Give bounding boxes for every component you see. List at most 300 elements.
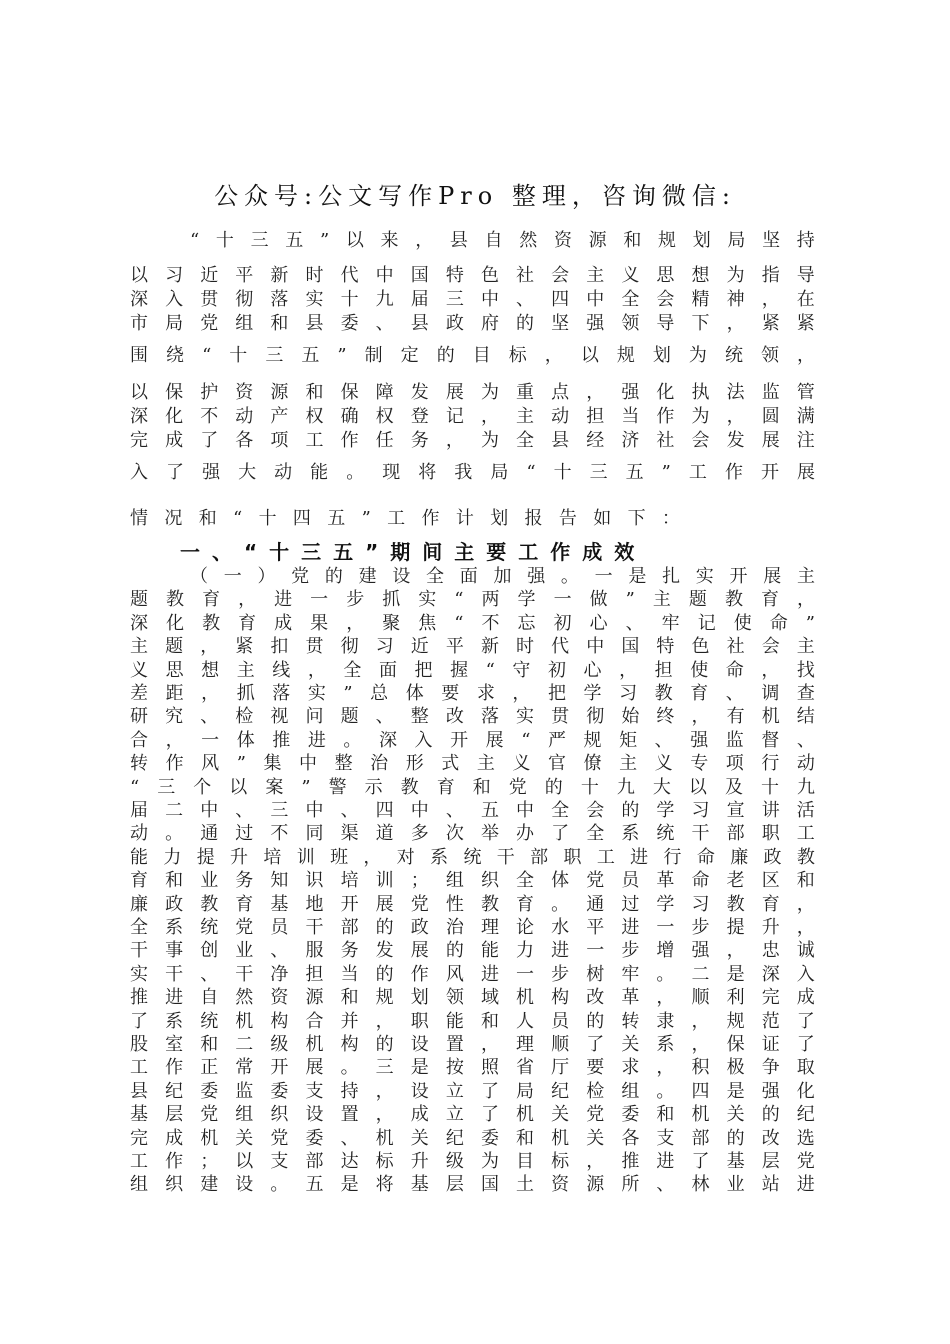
glyph: 党 xyxy=(796,1151,815,1172)
glyph: 二 xyxy=(165,800,184,821)
glyph: 结 xyxy=(796,706,815,727)
glyph: 的 xyxy=(516,313,535,334)
glyph: 如 xyxy=(593,508,612,529)
glyph: 实 xyxy=(130,964,148,985)
glyph: ， xyxy=(165,730,184,751)
glyph: 十 xyxy=(580,777,599,798)
glyph: 贯 xyxy=(200,289,219,310)
glyph: ， xyxy=(726,313,745,334)
glyph: 命 xyxy=(769,613,788,634)
body-line xyxy=(130,704,815,730)
glyph: 围 xyxy=(130,345,148,366)
glyph: ， xyxy=(586,382,605,403)
glyph: 部 xyxy=(530,847,549,868)
glyph: 下 xyxy=(691,313,710,334)
glyph: 一 xyxy=(553,589,572,610)
glyph: ， xyxy=(656,987,675,1008)
glyph: 组 xyxy=(130,1174,148,1195)
glyph: 各 xyxy=(621,1128,640,1149)
glyph: 中 xyxy=(305,800,324,821)
glyph: 的 xyxy=(375,917,394,938)
glyph: ， xyxy=(797,589,815,610)
glyph: 十 xyxy=(258,508,277,529)
glyph: 育 xyxy=(238,613,257,634)
glyph: 教 xyxy=(400,777,419,798)
glyph: 以 xyxy=(235,1151,254,1172)
glyph: ， xyxy=(761,289,780,310)
glyph: 面 xyxy=(378,660,397,681)
glyph: 标 xyxy=(551,1151,570,1172)
glyph: 检 xyxy=(235,706,254,727)
glyph: 义 xyxy=(130,660,148,681)
glyph: 紧 xyxy=(761,313,780,334)
glyph: 以 xyxy=(580,345,599,366)
glyph: 查 xyxy=(796,683,815,704)
glyph: “ xyxy=(130,777,140,798)
glyph: 转 xyxy=(130,753,148,774)
glyph: 四 xyxy=(292,508,311,529)
glyph: 育 xyxy=(202,589,221,610)
glyph: 我 xyxy=(454,462,473,483)
glyph: 推 xyxy=(272,730,291,751)
glyph: 五 xyxy=(480,800,499,821)
glyph: 形 xyxy=(405,753,424,774)
glyph: 提 xyxy=(726,917,745,938)
glyph: 求 xyxy=(621,1057,640,1078)
glyph: 的 xyxy=(621,800,640,821)
glyph: 一 xyxy=(656,917,675,938)
glyph: 社 xyxy=(726,636,745,657)
glyph: 式 xyxy=(441,753,460,774)
glyph: 距 xyxy=(165,683,184,704)
glyph: 坚 xyxy=(762,230,781,251)
glyph: ， xyxy=(201,683,220,704)
glyph: 。 xyxy=(270,1174,289,1195)
glyph: 扣 xyxy=(270,636,289,657)
glyph: 专 xyxy=(690,753,709,774)
glyph: 范 xyxy=(761,1011,780,1032)
glyph: 抓 xyxy=(382,589,401,610)
glyph: 了 xyxy=(586,1034,605,1055)
glyph: 机 xyxy=(200,1128,219,1149)
glyph: ， xyxy=(480,1034,499,1055)
glyph: 执 xyxy=(691,382,710,403)
intro-line xyxy=(130,506,680,532)
intro-line xyxy=(130,460,815,486)
glyph: 中 xyxy=(480,289,499,310)
glyph: 十 xyxy=(553,462,572,483)
glyph: 构 xyxy=(551,987,570,1008)
glyph: 十 xyxy=(760,777,779,798)
glyph: 规 xyxy=(658,230,677,251)
glyph: ” xyxy=(343,683,353,704)
glyph: 学 xyxy=(656,894,675,915)
glyph: 警 xyxy=(328,777,347,798)
glyph: 育 xyxy=(516,894,535,915)
glyph: 将 xyxy=(418,462,437,483)
glyph: 设 xyxy=(392,566,411,587)
glyph: 和 xyxy=(200,1034,219,1055)
glyph: ， xyxy=(375,1081,394,1102)
glyph: 记 xyxy=(697,613,716,634)
glyph: 三 xyxy=(157,777,176,798)
glyph: 立 xyxy=(445,1081,464,1102)
glyph: 的 xyxy=(436,345,455,366)
glyph: 社 xyxy=(516,265,535,286)
glyph: 学 xyxy=(517,589,536,610)
glyph: 登 xyxy=(410,406,429,427)
glyph: 任 xyxy=(375,430,394,451)
glyph: 下 xyxy=(627,508,646,529)
glyph: 极 xyxy=(726,1057,745,1078)
glyph: 题 xyxy=(688,589,707,610)
glyph: 关 xyxy=(726,1104,745,1125)
glyph: ， xyxy=(656,1057,675,1078)
glyph: 训 xyxy=(375,870,394,891)
glyph: 作 xyxy=(656,406,675,427)
glyph: 完 xyxy=(761,987,780,1008)
glyph: 了 xyxy=(796,1011,815,1032)
glyph: 的 xyxy=(445,940,464,961)
glyph: 握 xyxy=(450,660,469,681)
glyph: 入 xyxy=(414,730,433,751)
glyph: 社 xyxy=(656,430,675,451)
glyph: 展 xyxy=(375,894,394,915)
body-line xyxy=(130,1102,815,1128)
glyph: 构 xyxy=(270,1011,289,1032)
glyph: 党 xyxy=(200,1104,219,1125)
glyph: 加 xyxy=(493,566,512,587)
glyph: 织 xyxy=(165,1174,184,1195)
glyph: “ xyxy=(485,660,495,681)
glyph: 保 xyxy=(340,382,359,403)
glyph: 有 xyxy=(726,706,745,727)
glyph: 步 xyxy=(691,917,710,938)
glyph: 班 xyxy=(330,847,349,868)
glyph: 、 xyxy=(200,964,219,985)
glyph: 政 xyxy=(165,894,184,915)
glyph: 始 xyxy=(621,706,640,727)
glyph: 革 xyxy=(621,987,640,1008)
glyph: 提 xyxy=(196,847,215,868)
glyph: 保 xyxy=(165,382,184,403)
glyph: 隶 xyxy=(656,1011,675,1032)
glyph: 保 xyxy=(726,1034,745,1055)
glyph: 落 xyxy=(270,289,289,310)
glyph: “ xyxy=(521,730,531,751)
glyph: 规 xyxy=(726,1011,745,1032)
glyph: 织 xyxy=(480,870,499,891)
glyph: 能 xyxy=(310,462,329,483)
glyph: 自 xyxy=(484,230,503,251)
glyph: 问 xyxy=(305,706,324,727)
glyph: ， xyxy=(726,940,745,961)
glyph: 改 xyxy=(445,706,464,727)
glyph: 情 xyxy=(130,508,148,529)
glyph: 建 xyxy=(358,566,377,587)
glyph: 绕 xyxy=(166,345,185,366)
glyph: 员 xyxy=(621,870,640,891)
glyph: 业 xyxy=(200,870,219,891)
glyph: 的 xyxy=(375,964,394,985)
body-line xyxy=(130,587,815,613)
intro-line xyxy=(130,311,815,337)
glyph: 成 xyxy=(796,987,815,1008)
glyph: 代 xyxy=(340,265,359,286)
glyph: 领 xyxy=(621,313,640,334)
glyph: ： xyxy=(661,508,680,529)
glyph: 员 xyxy=(270,917,289,938)
glyph: 教 xyxy=(200,894,219,915)
glyph: 级 xyxy=(270,1034,289,1055)
glyph: 要 xyxy=(441,683,460,704)
glyph: 同 xyxy=(305,823,324,844)
glyph: 实 xyxy=(516,706,535,727)
glyph: 照 xyxy=(480,1057,499,1078)
glyph: 担 xyxy=(305,964,324,985)
glyph: ” xyxy=(805,613,815,634)
glyph: 纪 xyxy=(165,1081,184,1102)
glyph: 为 xyxy=(480,430,499,451)
glyph: 纪 xyxy=(445,1128,464,1149)
glyph: 十 xyxy=(215,230,234,251)
glyph: 点 xyxy=(551,382,570,403)
glyph: 划 xyxy=(490,508,509,529)
glyph: 革 xyxy=(656,870,675,891)
glyph: 全 xyxy=(426,566,445,587)
glyph: 主 xyxy=(652,589,671,610)
glyph: 实 xyxy=(695,566,714,587)
glyph: 党 xyxy=(200,313,219,334)
glyph: 将 xyxy=(375,1174,394,1195)
glyph: 忘 xyxy=(517,613,536,634)
glyph: 题 xyxy=(165,636,184,657)
body-line xyxy=(130,751,815,777)
glyph: 部 xyxy=(726,823,745,844)
glyph: 标 xyxy=(508,345,527,366)
glyph: 委 xyxy=(200,1081,219,1102)
glyph: 持 xyxy=(796,230,815,251)
glyph: 渠 xyxy=(340,823,359,844)
glyph: 究 xyxy=(165,706,184,727)
glyph: 成 xyxy=(165,430,184,451)
glyph: 开 xyxy=(760,462,779,483)
glyph: 能 xyxy=(480,940,499,961)
glyph: 增 xyxy=(656,940,675,961)
glyph: 三 xyxy=(589,462,608,483)
glyph: 创 xyxy=(200,940,219,961)
glyph: 九 xyxy=(616,777,635,798)
glyph: 平 xyxy=(586,917,605,938)
glyph: 动 xyxy=(551,406,570,427)
glyph: 一 xyxy=(594,566,613,587)
glyph: 代 xyxy=(551,636,570,657)
glyph: 政 xyxy=(445,313,464,334)
glyph: 展 xyxy=(763,566,782,587)
glyph: 况 xyxy=(164,508,183,529)
glyph: 彻 xyxy=(340,636,359,657)
glyph: ） xyxy=(257,566,276,587)
glyph: 个 xyxy=(193,777,212,798)
glyph: 障 xyxy=(375,382,394,403)
glyph: 强 xyxy=(690,730,709,751)
glyph: 对 xyxy=(396,847,415,868)
glyph: 治 xyxy=(445,917,464,938)
glyph: 以 xyxy=(345,230,364,251)
glyph: 报 xyxy=(524,508,543,529)
glyph: 、 xyxy=(340,1128,359,1149)
intro-line xyxy=(190,228,815,254)
glyph: 两 xyxy=(481,589,500,610)
glyph: 强 xyxy=(202,462,221,483)
glyph: 中 xyxy=(516,800,535,821)
glyph: 三 xyxy=(265,345,284,366)
glyph: ， xyxy=(691,1011,710,1032)
glyph: 中 xyxy=(375,265,394,286)
glyph: 整 xyxy=(334,753,353,774)
glyph: 成 xyxy=(410,1104,429,1125)
glyph: 确 xyxy=(340,406,359,427)
glyph: 强 xyxy=(527,566,546,587)
glyph: 省 xyxy=(516,1057,535,1078)
glyph: 届 xyxy=(410,289,429,310)
glyph: 构 xyxy=(340,1034,359,1055)
glyph: 强 xyxy=(586,313,605,334)
glyph: ， xyxy=(480,406,499,427)
glyph: 机 xyxy=(691,1104,710,1125)
glyph: 展 xyxy=(305,1057,324,1078)
glyph: 合 xyxy=(130,730,148,751)
glyph: 以 xyxy=(130,265,148,286)
glyph: 教 xyxy=(724,589,743,610)
glyph: 监 xyxy=(725,730,744,751)
glyph: 织 xyxy=(270,1104,289,1125)
glyph: 心 xyxy=(583,660,602,681)
glyph: 县 xyxy=(130,1081,148,1102)
glyph: 把 xyxy=(414,660,433,681)
glyph: 置 xyxy=(445,1034,464,1055)
glyph: 九 xyxy=(797,777,815,798)
glyph: 风 xyxy=(445,964,464,985)
glyph: 五 xyxy=(285,230,304,251)
glyph: 并 xyxy=(340,1011,359,1032)
glyph: 平 xyxy=(445,636,464,657)
glyph: 官 xyxy=(547,753,566,774)
glyph: 满 xyxy=(796,406,815,427)
glyph: 干 xyxy=(691,823,710,844)
glyph: 党 xyxy=(235,917,254,938)
glyph: 务 xyxy=(410,430,429,451)
glyph: 担 xyxy=(654,660,673,681)
glyph: 完 xyxy=(130,1128,148,1149)
glyph: 支 xyxy=(305,1081,324,1102)
glyph: 义 xyxy=(654,753,673,774)
glyph: 源 xyxy=(588,230,607,251)
glyph: 和 xyxy=(623,230,642,251)
glyph: 论 xyxy=(516,917,535,938)
glyph: 管 xyxy=(796,382,815,403)
glyph: ， xyxy=(415,230,434,251)
glyph: 办 xyxy=(516,823,535,844)
glyph: 发 xyxy=(375,940,394,961)
glyph: “ xyxy=(526,462,536,483)
glyph: 一 xyxy=(310,589,329,610)
glyph: 建 xyxy=(200,1174,219,1195)
glyph: 员 xyxy=(551,1011,570,1032)
glyph: 然 xyxy=(519,230,538,251)
glyph: 命 xyxy=(691,870,710,891)
glyph: 思 xyxy=(165,660,184,681)
glyph: 线 xyxy=(272,660,291,681)
glyph: 一 xyxy=(586,940,605,961)
glyph: 三 xyxy=(375,1057,394,1078)
glyph: 实 xyxy=(305,289,324,310)
glyph: 忠 xyxy=(761,940,780,961)
glyph: 命 xyxy=(696,847,715,868)
glyph: 大 xyxy=(652,777,671,798)
glyph: 研 xyxy=(130,706,148,727)
glyph: 育 xyxy=(761,894,780,915)
glyph: 关 xyxy=(586,1128,605,1149)
glyph: 主 xyxy=(796,566,815,587)
glyph: 找 xyxy=(796,660,815,681)
glyph: 育 xyxy=(130,870,148,891)
glyph: 济 xyxy=(621,430,640,451)
body-line xyxy=(130,634,815,660)
glyph: 作 xyxy=(165,1057,184,1078)
glyph: 业 xyxy=(235,940,254,961)
glyph: 进 xyxy=(656,1151,675,1172)
glyph: 。 xyxy=(560,566,579,587)
glyph: 市 xyxy=(130,313,148,334)
glyph: 在 xyxy=(796,289,815,310)
glyph: 。 xyxy=(551,894,570,915)
glyph: 职 xyxy=(410,1011,429,1032)
glyph: 教 xyxy=(726,894,745,915)
glyph: 。 xyxy=(656,964,675,985)
glyph: 系 xyxy=(656,1034,675,1055)
glyph: 步 xyxy=(621,940,640,961)
glyph: 部 xyxy=(691,1128,710,1149)
intro-line xyxy=(130,263,815,289)
glyph: 基 xyxy=(130,1104,148,1125)
glyph: 工 xyxy=(387,508,406,529)
glyph: 务 xyxy=(340,940,359,961)
glyph: 化 xyxy=(165,406,184,427)
glyph: 县 xyxy=(449,230,468,251)
glyph: ， xyxy=(619,660,638,681)
glyph: 进 xyxy=(796,1174,815,1195)
glyph: 动 xyxy=(235,406,254,427)
glyph: 的 xyxy=(324,566,343,587)
glyph: 进 xyxy=(621,917,640,938)
glyph: 和 xyxy=(165,870,184,891)
glyph: 培 xyxy=(340,870,359,891)
glyph: 紧 xyxy=(235,636,254,657)
glyph: 会 xyxy=(761,636,780,657)
glyph: ， xyxy=(445,430,464,451)
glyph: 层 xyxy=(445,1174,464,1195)
glyph: 和 xyxy=(305,382,324,403)
glyph: 是 xyxy=(726,1081,745,1102)
glyph: 督 xyxy=(761,730,780,751)
glyph: 工 xyxy=(796,823,815,844)
glyph: 、 xyxy=(516,289,535,310)
glyph: 步 xyxy=(551,964,570,985)
glyph: 新 xyxy=(480,636,499,657)
glyph: 平 xyxy=(235,265,254,286)
glyph: 主 xyxy=(236,660,255,681)
